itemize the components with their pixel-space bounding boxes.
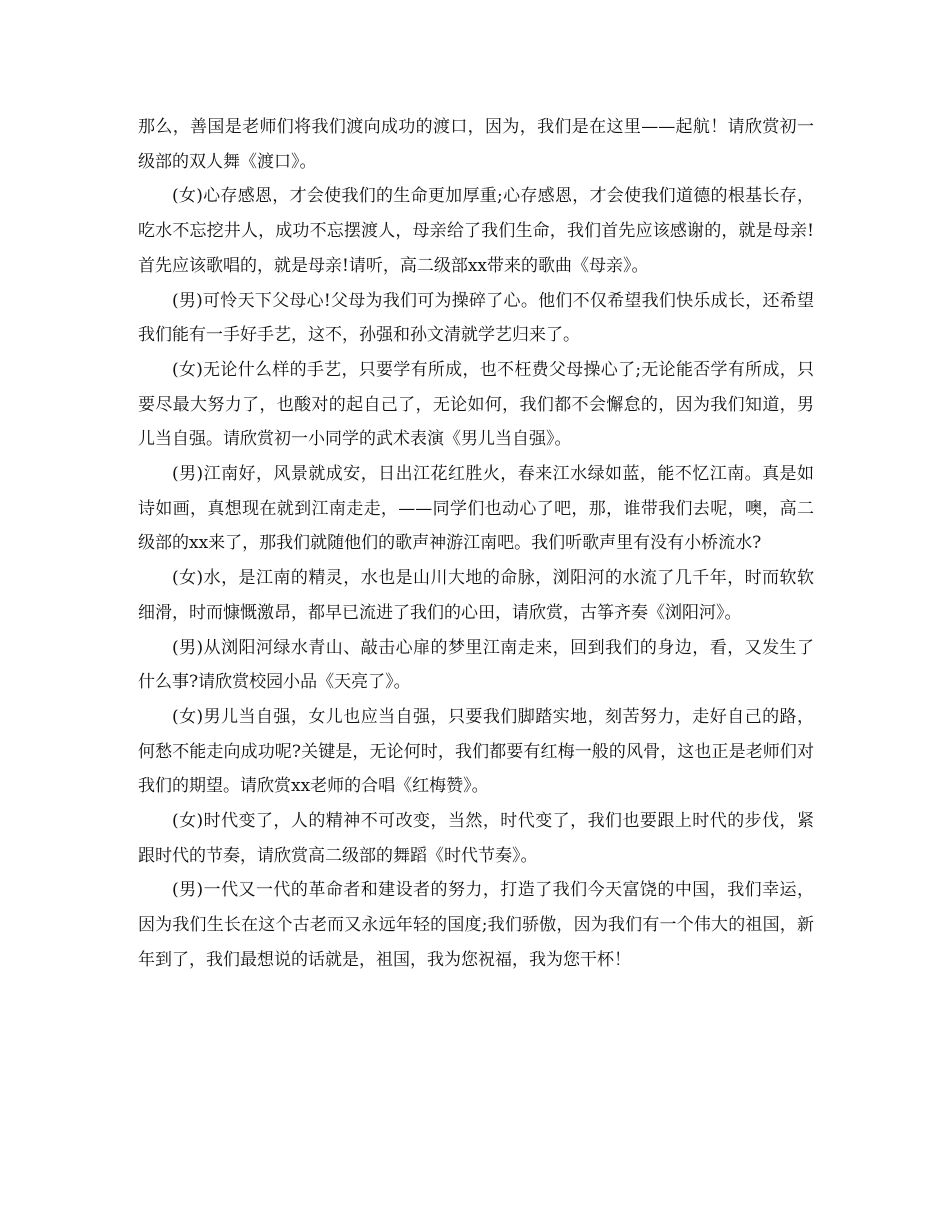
document-page: [138, 110, 814, 978]
paragraph-2: (女)心存感恩，才会使我们的生命更加厚重;心存感恩，才会使我们道德的根基长存，吃水不忘挖井人，成功不忘摆渡人，母亲给了我们生命，我们首先应该感谢的，就是母亲!首先应该歌唱的，就是母亲!请听，高二级部xx带来的歌曲《母亲》。: [138, 186, 814, 276]
paragraph-1: 那么，善国是老师们将我们渡向成功的渡口，因为，我们是在这里——起航！请欣赏初一级部的双人舞《渡口》。: [138, 117, 814, 172]
paragraph-5: (男)江南好，风景就成安，日出江花红胜火，春来江水绿如蓝，能不忆江南。真是如诗如画，真想现在就到江南走走，——同学们也动心了吧，那，谁带我们去呢，噢，高二级部的xx来了，那我们就随他们的歌声神游江南吧。我们听歌声里有没有小桥流水?: [138, 464, 814, 554]
paragraph-9: (女)时代变了，人的精神不可改变，当然，时代变了，我们也要跟上时代的步伐，紧跟时代的节奏，请欣赏高二级部的舞蹈《时代节奏》。: [138, 811, 814, 866]
paragraph-7: (男)从浏阳河绿水青山、敲击心扉的梦里江南走来，回到我们的身边，看，又发生了什么事?请欣赏校园小品《天亮了》。: [138, 637, 814, 693]
paragraph-6: (女)水，是江南的精灵，水也是山川大地的命脉，浏阳河的水流了几千年，时而软软细滑，时而慷慨激昂，都早已流进了我们的心田，请欣赏，古筝齐奏《浏阳河》。: [138, 568, 814, 623]
paragraph-10: (男)一代又一代的革命者和建设者的努力，打造了我们今天富饶的中国，我们幸运，因为我们生长在这个古老而又永远年轻的国度;我们骄傲，因为我们有一个伟大的祖国，新年到了，我们最想说的话就是，祖国，我为您祝福，我为您干杯！: [138, 880, 814, 970]
paragraph-3: (男)可怜天下父母心!父母为我们可为操碎了心。他们不仅希望我们快乐成长，还希望我们能有一手好手艺，这不，孙强和孙文清就学艺归来了。: [138, 290, 814, 346]
paragraph-8: (女)男儿当自强，女儿也应当自强，只要我们脚踏实地，刻苦努力，走好自己的路，何愁不能走向成功呢?关键是，无论何时，我们都要有红梅一般的风骨，这也正是老师们对我们的期望。请欣赏xx老师的合唱《红梅赞》。: [138, 706, 814, 797]
paragraph-4: (女)无论什么样的手艺，只要学有所成，也不枉费父母操心了;无论能否学有所成，只要尽最大努力了，也酸对的起自己了，无论如何，我们都不会懈怠的，因为我们知道，男儿当自强。请欣赏初一小同学的武术表演《男儿当自强》。: [138, 359, 814, 450]
